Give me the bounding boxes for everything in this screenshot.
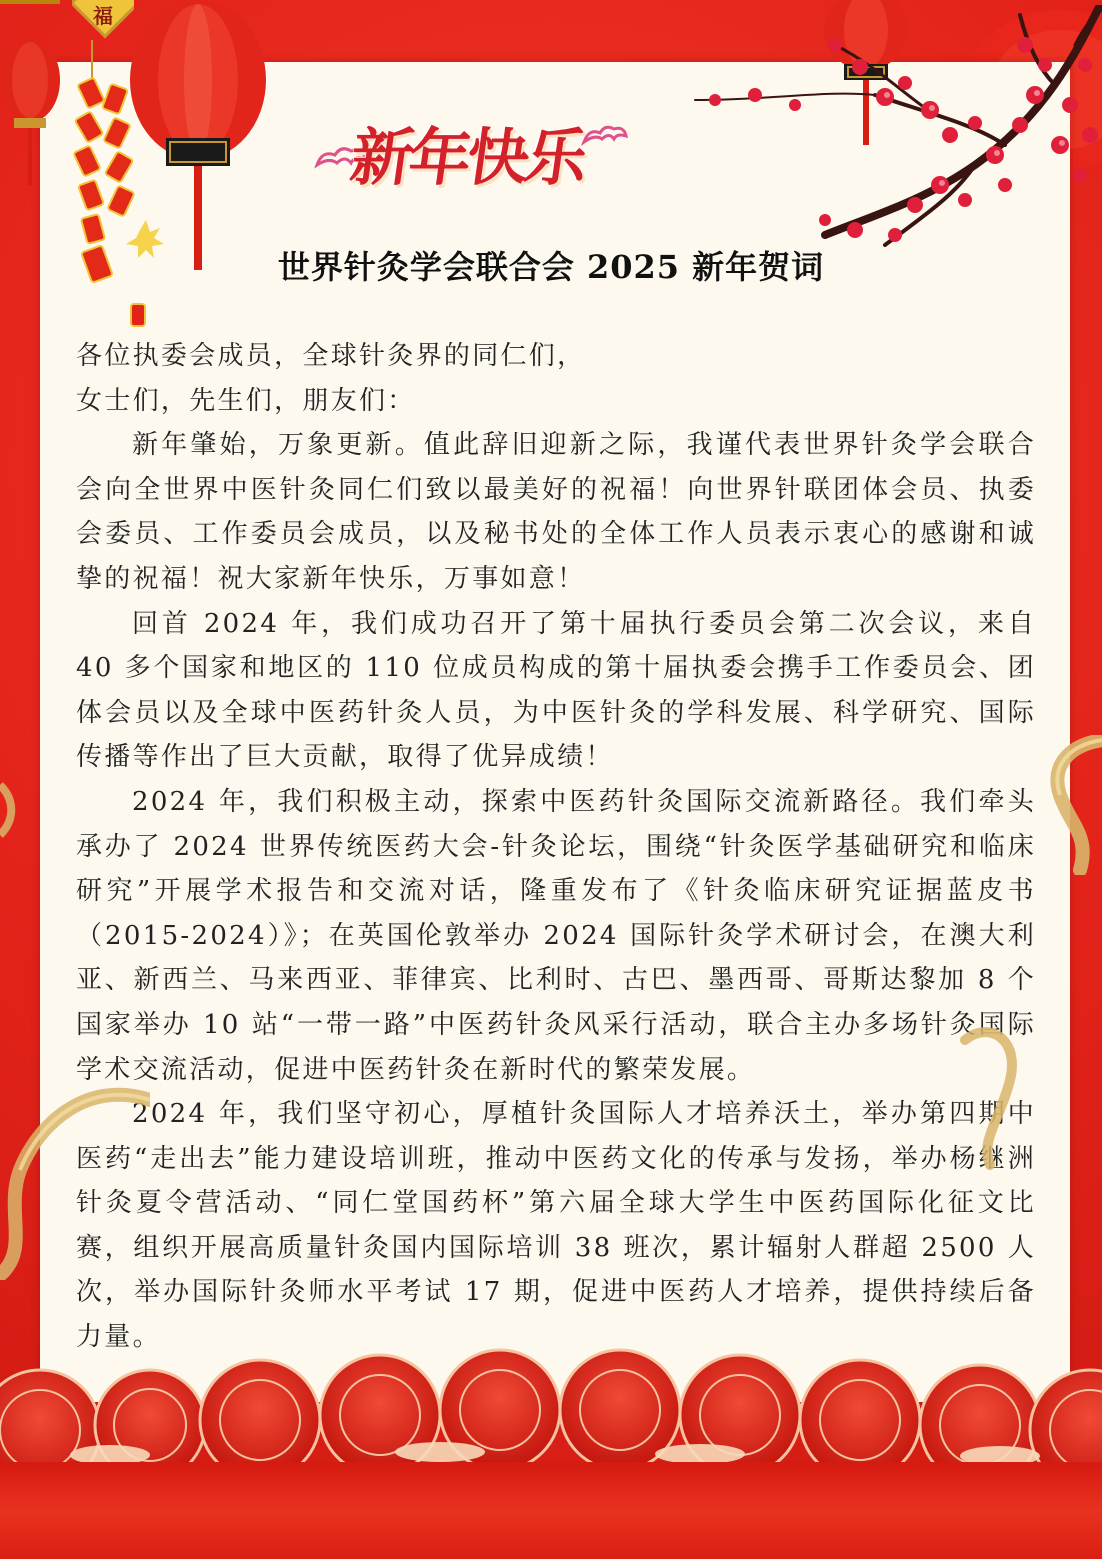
gold-ribbon-icon bbox=[1040, 735, 1102, 875]
gold-ribbon-icon bbox=[0, 780, 20, 840]
letter-title: 世界针灸学会联合会 2025 新年贺词 bbox=[277, 248, 825, 286]
gold-ribbon-icon bbox=[0, 1080, 150, 1280]
plum-blossom-branch-icon bbox=[675, 5, 1102, 255]
gold-ribbon-icon bbox=[960, 1020, 1050, 1170]
firecracker-icon bbox=[128, 302, 148, 330]
salutation-line-2: 女士们，先生们，朋友们： bbox=[76, 385, 416, 416]
paragraph-new-year-wishes: 新年肇始，万象更新。值此辞旧迎新之际，我谨代表世界针灸学会联合会向全世界中医针灸同仁们致以最美好的祝福！向世界针联团体会员、执委会委员、工作委员会成员，以及秘书处的全体工作人员表示衷心的感谢和诚挚的祝福！祝大家新年快乐，万事如意！ bbox=[76, 430, 1036, 594]
fu-diamond-icon bbox=[72, 0, 134, 45]
paragraph-international-exchange: 2024 年，我们积极主动，探索中医药针灸国际交流新路径。我们牵头承办了 2024 世界传统医药大会-针灸论坛，围绕“针灸医学基础研究和临床研究”开展学术报告和交流对话，隆重发布了《针灸临床研究证据蓝皮书（2015-2024）》；在英国伦敦举办 2024 国际针灸学术研讨会，在澳大利亚、新西兰、马来西亚、菲律宾、比利时、古巴、墨西哥、哥斯达黎加 8 个国家举办 10 站“一带一路”中医药针灸风采行活动，联合主办多场针灸国际学术交流活动，促进中医药针灸在新时代的繁荣发展。 bbox=[76, 786, 1036, 1085]
salutation-line-1: 各位执委会成员，全球针灸界的同仁们， bbox=[76, 341, 586, 371]
footer-band bbox=[0, 1462, 1102, 1559]
fu-character: 福 bbox=[93, 4, 113, 28]
paragraph-2024-review: 回首 2024 年，我们成功召开了第十届执行委员会第二次会议，来自 40 多个国家和地区的 110 位成员构成的第十届执委会携手工作委员会、团体会员以及全球中医药针灸人员，为中医针灸的学科发展、科学研究、国际传播等作出了巨大贡献，取得了优异成绩！ bbox=[76, 608, 1036, 773]
paragraph-talent-cultivation: 2024 年，我们坚守初心，厚植针灸国际人才培养沃土，举办第四期中医药“走出去”能力建设培训班，推动中医药文化的传承与发扬，举办杨继洲针灸夏令营活动、“同仁堂国药杯”第六届全球大学生中医药国际化征文比赛，组织开展高质量针灸国内国际培训 38 班次，累计辐射人群超 2500 人次，举办国际针灸师水平考试 17 期，促进中医药人才培养，提供持续后备力量。 bbox=[76, 1099, 1036, 1353]
letter-body bbox=[76, 334, 1036, 1360]
red-lantern-icon bbox=[0, 0, 60, 190]
auspicious-cloud-icon bbox=[0, 1330, 1102, 1470]
new-year-calligraphy-icon: 新年快乐 bbox=[346, 121, 589, 194]
